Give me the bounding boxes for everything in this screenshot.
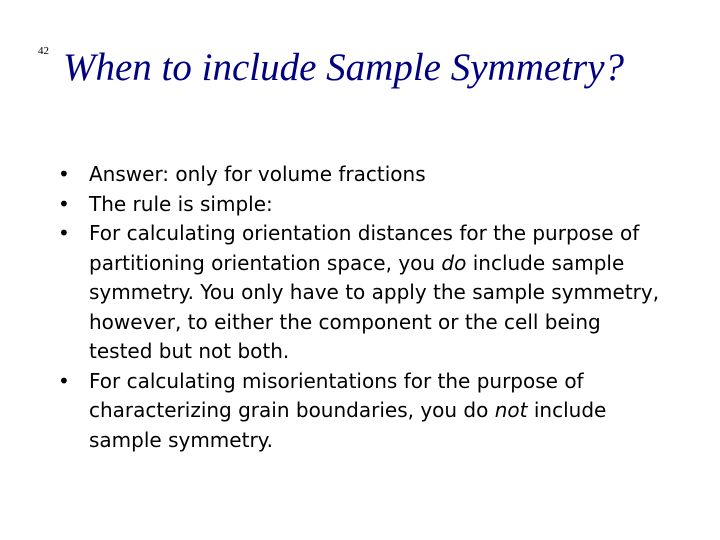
bullet-item-rule (58, 190, 668, 220)
bullet-item-answer (58, 160, 668, 190)
bullet-marker: • (58, 221, 70, 245)
bullet-text: The rule is simple: (89, 191, 273, 216)
bullet-text-part: For calculating misorientations for the purpose of characterizing grain boundaries, you do (89, 368, 584, 422)
bullet-text: Answer: only for volume fractions (89, 162, 426, 186)
bullet-list (58, 160, 668, 455)
slide-number: 42 (38, 45, 49, 57)
emphasis-do: do (441, 250, 467, 275)
bullet-item-misorientations (58, 367, 668, 456)
bullet-marker: • (58, 368, 70, 393)
bullet-text-part: include sample symmetry. (89, 398, 607, 452)
bullet-text-part: include sample symmetry. You only have to apply the sample symmetry, however, to either the component or the cell being tested but not both. (89, 250, 660, 363)
bullet-item-orientation-distances (58, 219, 668, 367)
bullet-text (89, 221, 659, 363)
bullet-text (89, 369, 606, 452)
bullet-marker: • (58, 162, 70, 186)
bullet-marker: • (58, 191, 70, 216)
bullet-text-part: For calculating orientation distances for the purpose of partitioning orientation space, you (89, 221, 640, 275)
emphasis-not: not (494, 398, 528, 422)
slide-title: When to include Sample Symmetry? (63, 46, 625, 89)
